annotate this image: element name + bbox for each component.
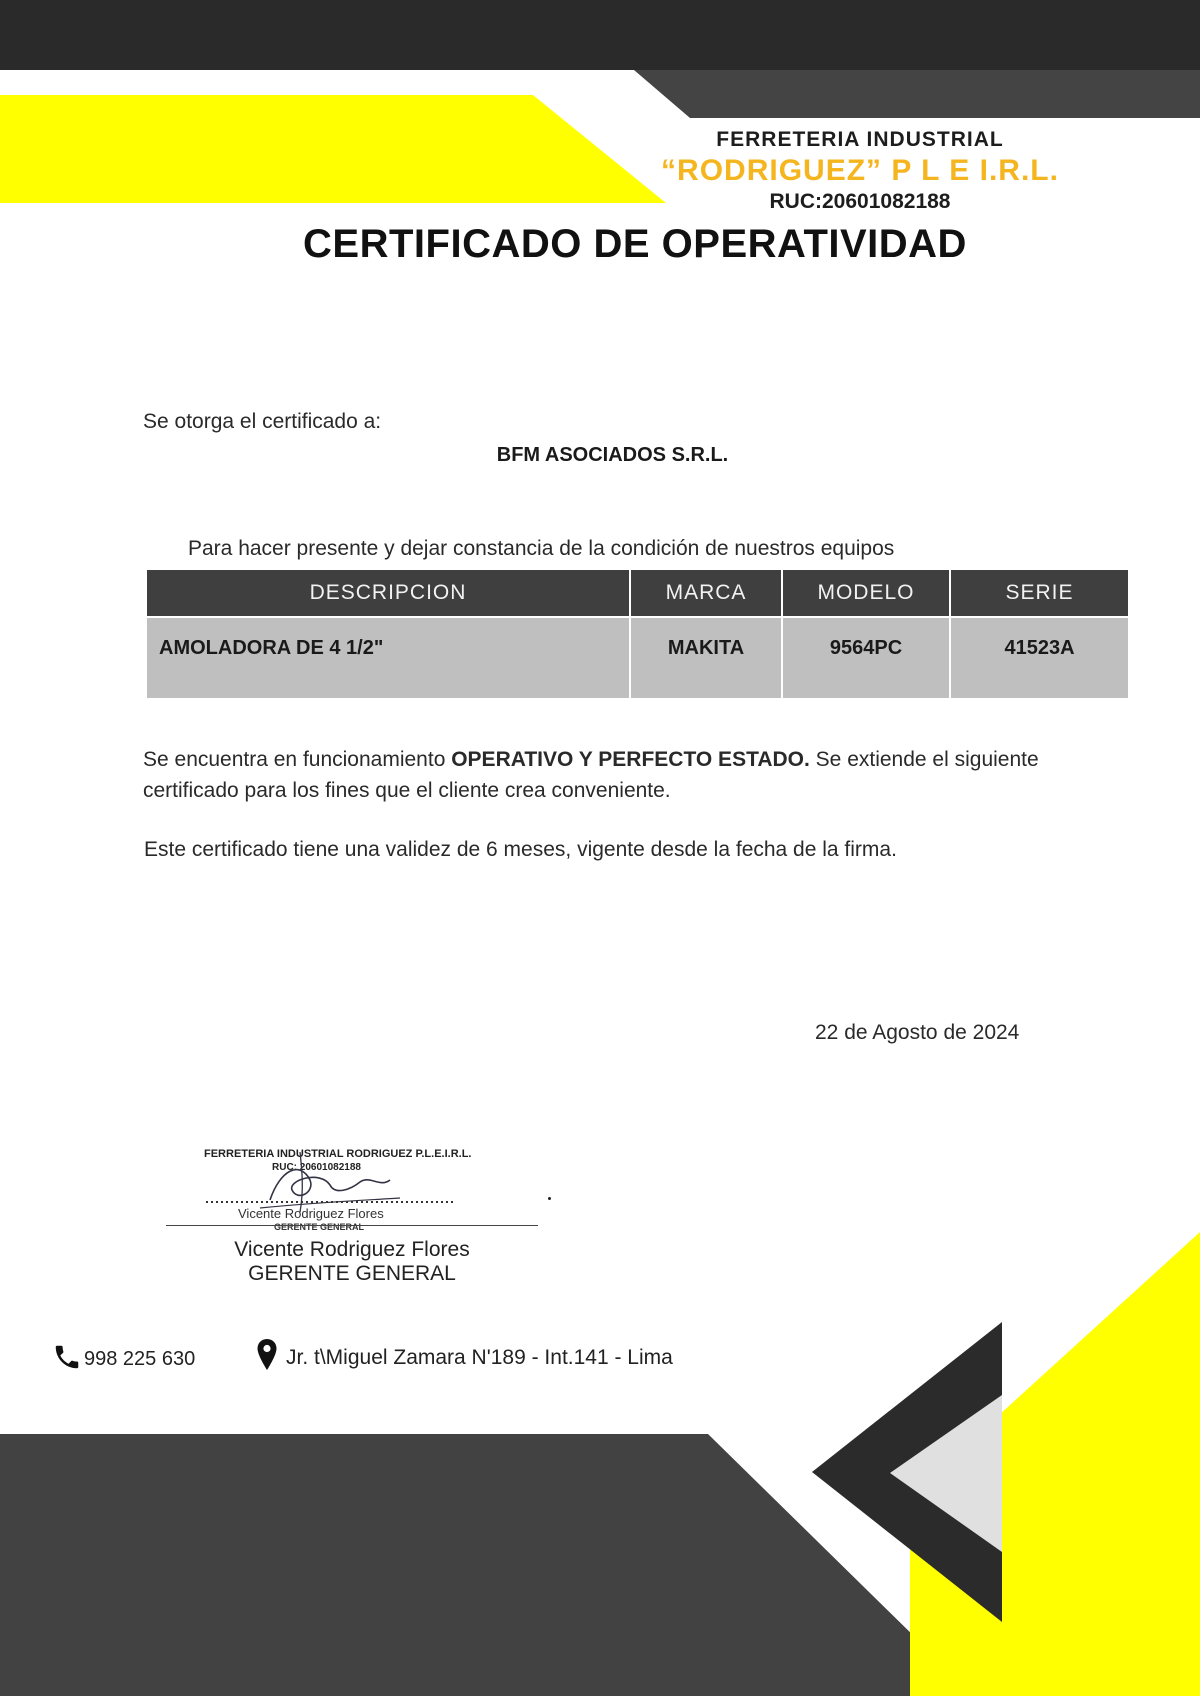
stamp-company: FERRETERIA INDUSTRIAL RODRIGUEZ P.L.E.I.R.L.	[204, 1148, 472, 1160]
stamp-signer-name: Vicente Rodriguez Flores	[238, 1206, 384, 1221]
company-name-line2: “RODRIGUEZ” P L E I.R.L.	[661, 154, 1059, 187]
signature-stamp	[200, 1140, 500, 1230]
map-pin-icon	[256, 1338, 278, 1377]
status-text-start: Se encuentra en funcionamiento	[143, 748, 452, 771]
cell-model: 9564PC	[782, 617, 950, 698]
intro-text: Para hacer presente y dejar constancia de la condición de nuestros equipos	[188, 537, 895, 560]
company-name-line1: FERRETERIA INDUSTRIAL	[716, 128, 1004, 151]
contact-phone	[52, 1342, 195, 1377]
company-header	[650, 128, 1070, 214]
top-dark-bar	[0, 0, 1200, 70]
signature-dot	[548, 1197, 551, 1200]
company-ruc: RUC:20601082188	[769, 190, 951, 213]
top-right-gray-band	[634, 70, 1200, 118]
phone-number: 998 225 630	[84, 1348, 196, 1370]
equipment-table	[147, 570, 1128, 698]
stamp-ruc: RUC: 20601082188	[272, 1162, 361, 1173]
phone-icon	[52, 1342, 82, 1377]
table-row	[147, 617, 1128, 698]
signer-name: Vicente Rodriguez Flores	[234, 1238, 470, 1261]
signature-line	[166, 1225, 538, 1226]
status-highlight: OPERATIVO Y PERFECTO ESTADO.	[451, 748, 810, 771]
issue-date: 22 de Agosto de 2024	[815, 1021, 1020, 1044]
column-header-serial: SERIE	[950, 570, 1128, 617]
certificate-title: CERTIFICADO DE OPERATIVIDAD	[303, 222, 967, 266]
column-header-model: MODELO	[782, 570, 950, 617]
recipient-name: BFM ASOCIADOS S.R.L.	[496, 444, 729, 466]
contact-address	[256, 1338, 673, 1377]
table-header-row	[147, 570, 1128, 617]
cell-brand: MAKITA	[630, 617, 782, 698]
grant-label: Se otorga el certificado a:	[143, 410, 382, 433]
top-left-yellow-shape	[0, 95, 666, 203]
cell-serial: 41523A	[950, 617, 1128, 698]
column-header-brand: MARCA	[630, 570, 782, 617]
status-text-end: Se extiende el siguiente certificado para los fines que el cliente crea conveniente.	[143, 748, 1039, 802]
stamp-signer-role: GERENTE GENERAL	[274, 1222, 365, 1232]
validity-paragraph: Este certificado tiene una validez de 6 meses, vigente desde la fecha de la firma.	[144, 838, 897, 861]
signer-role: GERENTE GENERAL	[248, 1262, 456, 1285]
address-text: Jr. t\Miguel Zamara N'189 - Int.141 - Lima	[286, 1345, 673, 1369]
column-header-description: DESCRIPCION	[147, 570, 630, 617]
status-paragraph	[143, 744, 1043, 806]
cell-description: AMOLADORA DE 4 1/2"	[147, 617, 630, 698]
